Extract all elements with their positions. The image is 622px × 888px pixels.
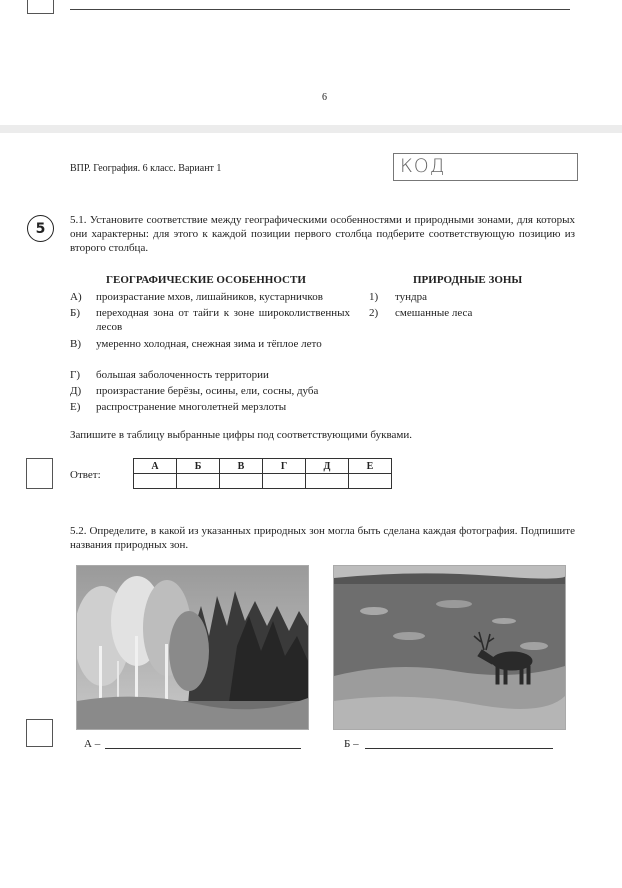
answer-column-header: Е [349,459,392,474]
answer-line-a[interactable] [105,748,301,749]
code-box[interactable] [393,153,578,181]
score-checkbox-top [27,0,54,14]
feature-text: умеренно холодная, снежная зима и тёплое лето [96,338,322,350]
task-number: 5 [27,215,54,242]
answer-line-b[interactable] [365,748,553,749]
zone-number: 2) [369,307,379,319]
score-checkbox-answer [26,458,53,489]
answer-cell[interactable] [134,474,177,489]
feature-text: большая заболоченность территории [96,369,269,381]
feature-letter: Д) [70,385,82,397]
answer-label: Ответ: [70,469,101,481]
instruction-5-1: 5.1. Установите соответствие между географическими особенностями и природными зонами, для которых они характерны: для этого к каждой позиции первого столбца подберите соответствующую позицию из второго столбца. [70,214,575,254]
code-label: КОД [400,155,446,177]
feature-text: распространение многолетней мерзлоты [96,401,287,413]
answer-column-header: А [134,459,177,474]
answer-line-top [70,9,570,10]
feature-letter: В) [70,338,81,350]
exam-title: ВПР. География. 6 класс. Вариант 1 [70,163,222,174]
answer-table [133,458,392,489]
zone-number: 1) [369,291,379,303]
feature-text: произрастание берёзы, осины, ели, сосны, дуба [96,385,319,397]
answer-cell[interactable] [349,474,392,489]
page-separator [0,125,622,133]
feature-text: переходная зона от тайги к зоне широколиственных лесов [96,307,350,333]
answer-cell[interactable] [177,474,220,489]
photo-mixed-forest [76,565,309,730]
caption-a: А – [84,738,101,750]
answer-column-header: Г [263,459,306,474]
zones-heading: ПРИРОДНЫЕ ЗОНЫ [413,274,523,286]
answer-column-header: Д [306,459,349,474]
answer-column-header: В [220,459,263,474]
answer-column-header: Б [177,459,220,474]
feature-letter: Г) [70,369,81,381]
feature-letter: А) [70,291,82,303]
features-heading: ГЕОГРАФИЧЕСКИЕ ОСОБЕННОСТИ [106,274,306,286]
write-instruction: Запишите в таблицу выбранные цифры под соответствующими буквами. [70,429,412,441]
zone-text: тундра [395,291,428,303]
page-number: 6 [322,92,327,103]
answer-cell[interactable] [220,474,263,489]
instruction-5-2: 5.2. Определите, в какой из указанных природных зон могла быть сделана каждая фотография. Подпишите названия природных зон. [70,525,575,551]
feature-letter: Е) [70,401,81,413]
score-checkbox-photos [26,719,53,747]
answer-cell[interactable] [306,474,349,489]
feature-text: произрастание мхов, лишайников, кустарничков [96,291,323,303]
feature-letter: Б) [70,307,80,319]
answer-cell[interactable] [263,474,306,489]
photo-tundra-reindeer [333,565,566,730]
caption-b: Б – [344,738,359,750]
zone-text: смешанные леса [395,307,473,319]
